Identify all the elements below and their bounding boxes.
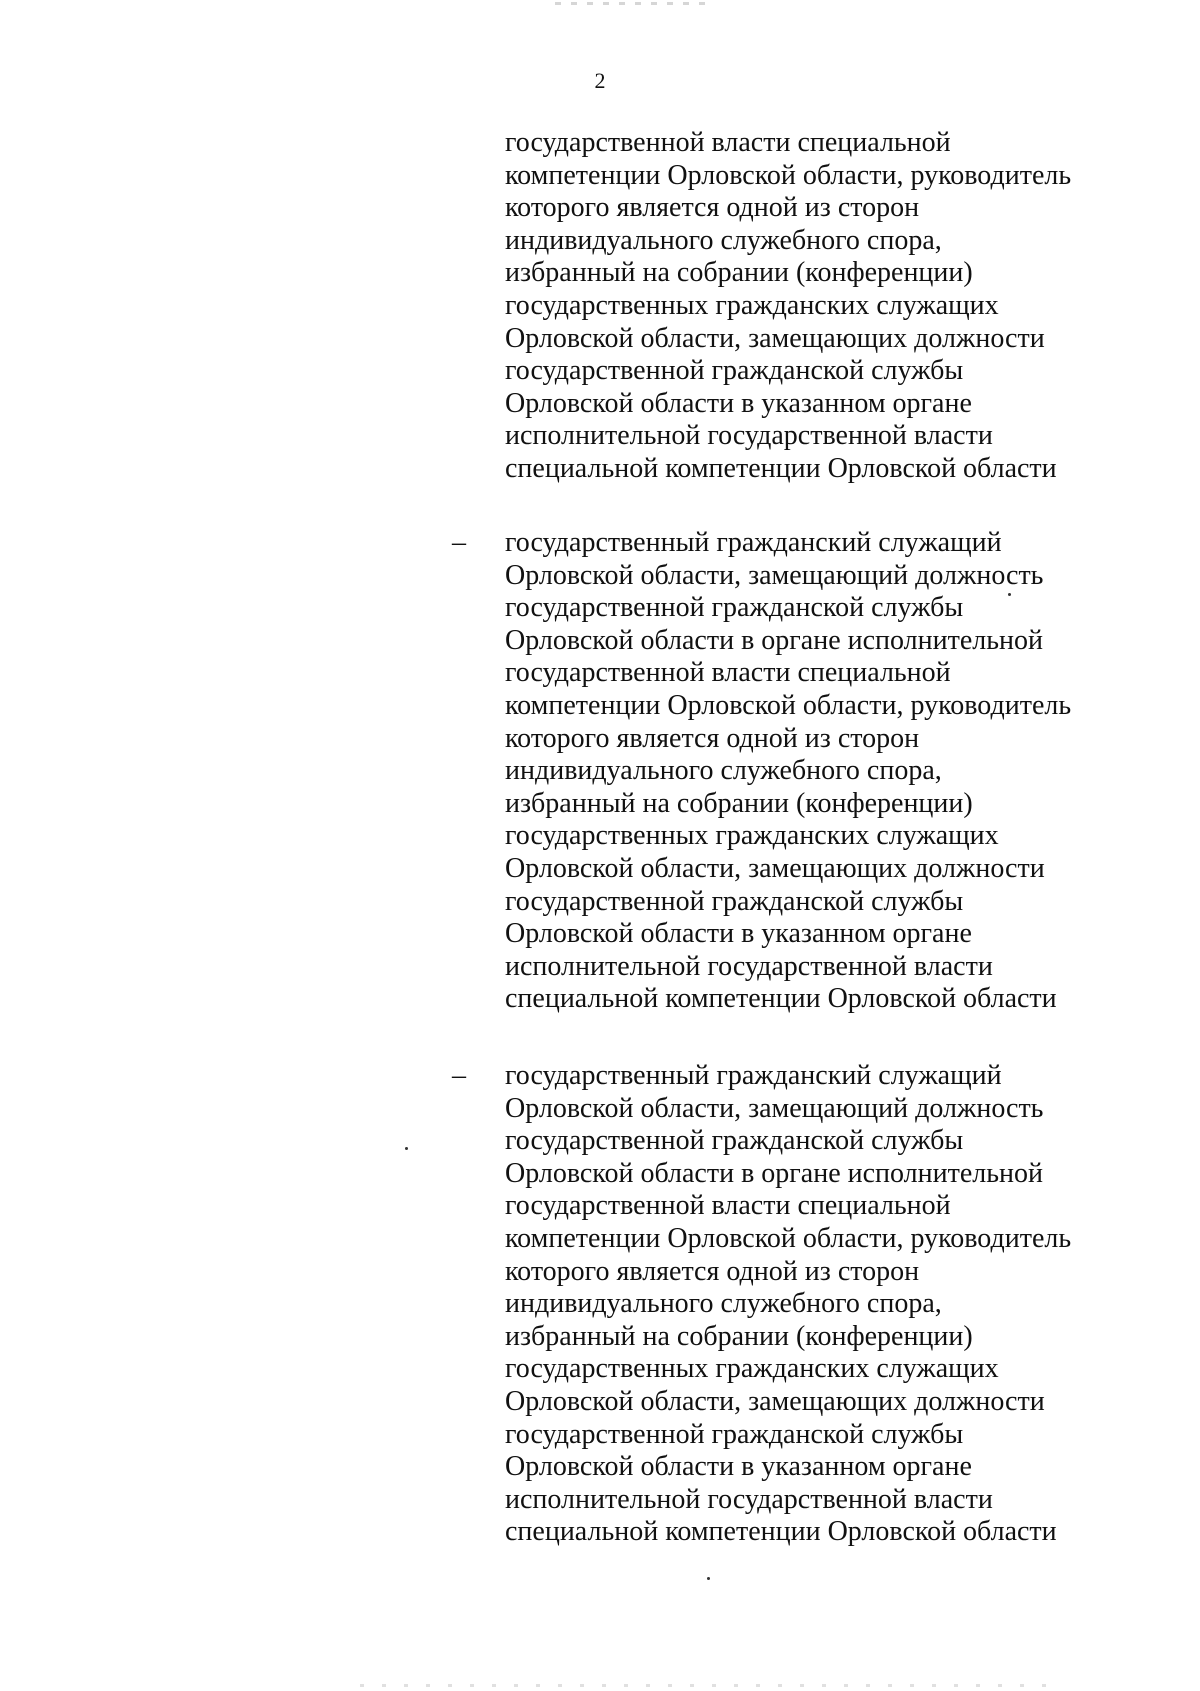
text-line: Орловской области в указанном органе bbox=[505, 918, 972, 950]
text-line: индивидуального служебного спора, bbox=[505, 755, 942, 787]
text-line: исполнительной государственной власти bbox=[505, 950, 993, 982]
text-line: специальной компетенции Орловской области bbox=[505, 1516, 1057, 1548]
text-line: компетенции Орловской области, руководитель bbox=[505, 689, 1072, 721]
text-line: компетенции Орловской области, руководитель bbox=[505, 159, 1072, 191]
text-line: избранный на собрании (конференции) bbox=[505, 787, 973, 819]
text-line: государственных гражданских служащих bbox=[505, 289, 999, 321]
text-line: Орловской области в органе исполнительной bbox=[505, 624, 1043, 656]
text-line: государственной гражданской службы bbox=[505, 1125, 964, 1157]
scan-speck bbox=[405, 1147, 408, 1150]
text-line: которого является одной из сторон bbox=[505, 192, 920, 224]
text-line: государственной власти специальной bbox=[505, 657, 951, 689]
text-line: исполнительной государственной власти bbox=[505, 1483, 993, 1515]
paragraph-continuation bbox=[505, 127, 1105, 486]
list-bullet-dash: – bbox=[452, 527, 466, 558]
text-line: Орловской области, замещающий должность bbox=[505, 559, 1044, 591]
text-line: Орловской области в указанном органе bbox=[505, 387, 972, 419]
text-line: избранный на собрании (конференции) bbox=[505, 1320, 973, 1352]
text-line: которого является одной из сторон bbox=[505, 1255, 920, 1287]
text-line: Орловской области, замещающих должности bbox=[505, 852, 1045, 884]
text-line: государственной гражданской службы bbox=[505, 592, 964, 624]
scan-artifact-bottom bbox=[360, 1684, 1060, 1687]
text-line: государственной власти специальной bbox=[505, 1190, 951, 1222]
text-line: исполнительной государственной власти bbox=[505, 420, 993, 452]
list-item bbox=[505, 1060, 1105, 1549]
text-line: государственной гражданской службы bbox=[505, 1418, 964, 1450]
list-bullet-dash: – bbox=[452, 1060, 466, 1091]
text-line: Орловской области в органе исполнительной bbox=[505, 1157, 1043, 1189]
page-number: 2 bbox=[594, 68, 606, 93]
scan-speck bbox=[707, 1577, 710, 1580]
list-item bbox=[505, 527, 1105, 1016]
scan-speck bbox=[1008, 593, 1011, 596]
scan-artifact-top bbox=[555, 2, 715, 5]
text-line: государственных гражданских служащих bbox=[505, 1353, 999, 1385]
text-line: избранный на собрании (конференции) bbox=[505, 257, 973, 289]
text-line: государственной власти специальной bbox=[505, 127, 951, 158]
text-line: государственный гражданский служащий bbox=[505, 527, 1002, 558]
text-line: компетенции Орловской области, руководитель bbox=[505, 1222, 1072, 1254]
text-line: индивидуального служебного спора, bbox=[505, 1288, 942, 1320]
text-line: индивидуального служебного спора, bbox=[505, 224, 942, 256]
text-line: государственных гражданских служащих bbox=[505, 820, 999, 852]
text-line: государственный гражданский служащий bbox=[505, 1060, 1002, 1091]
text-line: специальной компетенции Орловской области bbox=[505, 452, 1057, 484]
text-line: Орловской области, замещающих должности bbox=[505, 322, 1045, 354]
text-line: Орловской области, замещающих должности bbox=[505, 1385, 1045, 1417]
text-line: которого является одной из сторон bbox=[505, 722, 920, 754]
text-line: специальной компетенции Орловской области bbox=[505, 983, 1057, 1015]
text-line: Орловской области, замещающий должность bbox=[505, 1092, 1044, 1124]
text-line: государственной гражданской службы bbox=[505, 885, 964, 917]
text-line: Орловской области в указанном органе bbox=[505, 1451, 972, 1483]
text-line: государственной гражданской службы bbox=[505, 355, 964, 387]
